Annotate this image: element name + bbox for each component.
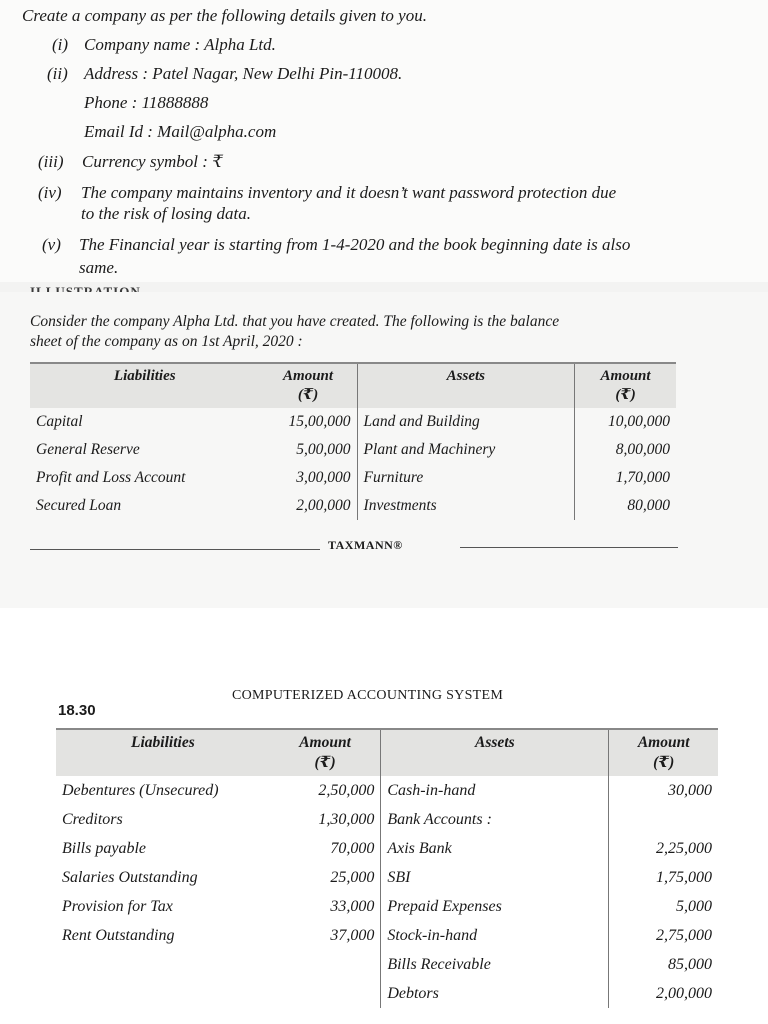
intro-item	[38, 183, 616, 203]
amount-header-2: Amount (₹)	[609, 729, 718, 776]
asset-amount-cell: 8,00,000	[575, 436, 676, 464]
asset-cell: Stock-in-hand	[381, 921, 609, 950]
liability-amount-cell: 25,000	[330, 868, 375, 886]
intro-item	[42, 235, 630, 255]
balance-sheet-table-1	[30, 362, 676, 520]
table-row	[30, 408, 676, 436]
table-header-row	[56, 729, 718, 776]
liability-amount-cell	[270, 950, 381, 979]
item-text: The Financial year is starting from 1-4-2020 and the book beginning date is also	[79, 235, 631, 254]
asset-cell: Cash-in-hand	[381, 776, 609, 805]
intro-item: to the risk of losing data.	[81, 204, 251, 223]
liabilities-header: Liabilities	[30, 363, 260, 408]
liability-cell: Debentures (Unsecured)	[62, 781, 219, 799]
table-row	[30, 492, 676, 520]
liability-amount-cell: 37,000	[330, 926, 375, 944]
intro-item	[47, 64, 402, 84]
amount-header: Amount (₹)	[260, 363, 358, 408]
asset-amount-cell: 80,000	[575, 492, 676, 520]
liability-amount-cell: 15,00,000	[288, 413, 351, 430]
asset-cell: Bills Receivable	[381, 950, 609, 979]
liability-amount-cell: 2,00,000	[296, 497, 351, 514]
liability-cell: Bills payable	[62, 839, 146, 857]
table-row	[30, 436, 676, 464]
assets-header: Assets	[381, 729, 609, 776]
asset-amount-cell: 2,75,000	[609, 921, 718, 950]
asset-amount-cell: 2,25,000	[609, 834, 718, 863]
intro-item: Phone : 11888888	[84, 93, 209, 112]
assets-header: Assets	[357, 363, 575, 408]
asset-cell: Plant and Machinery	[357, 436, 575, 464]
liability-cell	[56, 950, 270, 979]
table-row	[56, 950, 718, 979]
balance-sheet-table-2	[56, 728, 718, 1008]
table-row	[56, 834, 718, 863]
running-header: COMPUTERIZED ACCOUNTING SYSTEM	[232, 688, 504, 703]
item-number: (ii)	[47, 64, 68, 83]
illustration-text-line-1: Consider the company Alpha Ltd. that you have created. The following is the balance	[30, 313, 560, 330]
table-row	[56, 921, 718, 950]
liability-amount-cell: 2,50,000	[318, 781, 375, 799]
item-number: (v)	[42, 235, 61, 254]
footer-rule-left	[30, 549, 320, 550]
asset-amount-cell: 5,000	[609, 892, 718, 921]
asset-amount-cell	[609, 805, 718, 834]
liability-amount-cell: 1,30,000	[318, 810, 375, 828]
page-number: 18.30	[58, 702, 96, 719]
liability-amount-cell: 3,00,000	[296, 469, 351, 486]
liability-amount-cell: 5,00,000	[296, 441, 351, 458]
asset-amount-cell: 10,00,000	[575, 408, 676, 436]
asset-amount-cell: 85,000	[609, 950, 718, 979]
liability-cell: Capital	[36, 413, 83, 430]
asset-cell: Prepaid Expenses	[381, 892, 609, 921]
asset-amount-cell: 1,75,000	[609, 863, 718, 892]
liability-cell: Secured Loan	[36, 497, 122, 514]
table-row	[56, 776, 718, 805]
liability-cell	[56, 979, 270, 1008]
table-row	[56, 892, 718, 921]
asset-cell: Axis Bank	[381, 834, 609, 863]
liability-amount-cell: 70,000	[330, 839, 375, 857]
item-number: (iii)	[38, 152, 64, 171]
intro-item	[38, 152, 223, 172]
asset-cell: Debtors	[381, 979, 609, 1008]
footer-rule-right	[460, 547, 678, 548]
liability-amount-cell	[270, 979, 381, 1008]
asset-cell: Land and Building	[357, 408, 575, 436]
item-number: (i)	[52, 35, 69, 54]
table-row	[56, 863, 718, 892]
liability-cell: General Reserve	[36, 441, 140, 458]
intro-heading: Create a company as per the following details given to you.	[22, 6, 427, 25]
liabilities-header: Liabilities	[56, 729, 270, 776]
asset-amount-cell: 30,000	[609, 776, 718, 805]
asset-cell: SBI	[381, 863, 609, 892]
table-header-row	[30, 363, 676, 408]
asset-cell: Furniture	[357, 464, 575, 492]
amount-header-2: Amount (₹)	[575, 363, 676, 408]
liability-cell: Provision for Tax	[62, 897, 173, 915]
illustration-text-line-2: sheet of the company as on 1st April, 2020 :	[30, 333, 303, 350]
asset-cell: Bank Accounts :	[381, 805, 609, 834]
item-text: Currency symbol : ₹	[82, 152, 223, 171]
liability-cell: Creditors	[62, 810, 123, 828]
table-row	[30, 464, 676, 492]
item-number: (iv)	[38, 183, 62, 202]
liability-cell: Profit and Loss Account	[36, 469, 186, 486]
asset-amount-cell: 1,70,000	[575, 464, 676, 492]
asset-cell: Investments	[357, 492, 575, 520]
publisher-mark: TAXMANN®	[328, 538, 403, 552]
asset-amount-cell: 2,00,000	[609, 979, 718, 1008]
publisher-footer	[30, 538, 680, 558]
table-row	[56, 805, 718, 834]
intro-item: same.	[79, 258, 119, 277]
liability-amount-cell: 33,000	[330, 897, 375, 915]
intro-item	[52, 35, 276, 55]
liability-cell: Rent Outstanding	[62, 926, 175, 944]
intro-item: Email Id : Mail@alpha.com	[84, 122, 277, 141]
item-text: Address : Patel Nagar, New Delhi Pin-110008.	[84, 64, 403, 83]
liability-cell: Salaries Outstanding	[62, 868, 198, 886]
item-text: Company name : Alpha Ltd.	[84, 35, 276, 54]
table-row	[56, 979, 718, 1008]
amount-header: Amount (₹)	[270, 729, 381, 776]
item-text: The company maintains inventory and it doesn’t want password protection due	[81, 183, 617, 202]
